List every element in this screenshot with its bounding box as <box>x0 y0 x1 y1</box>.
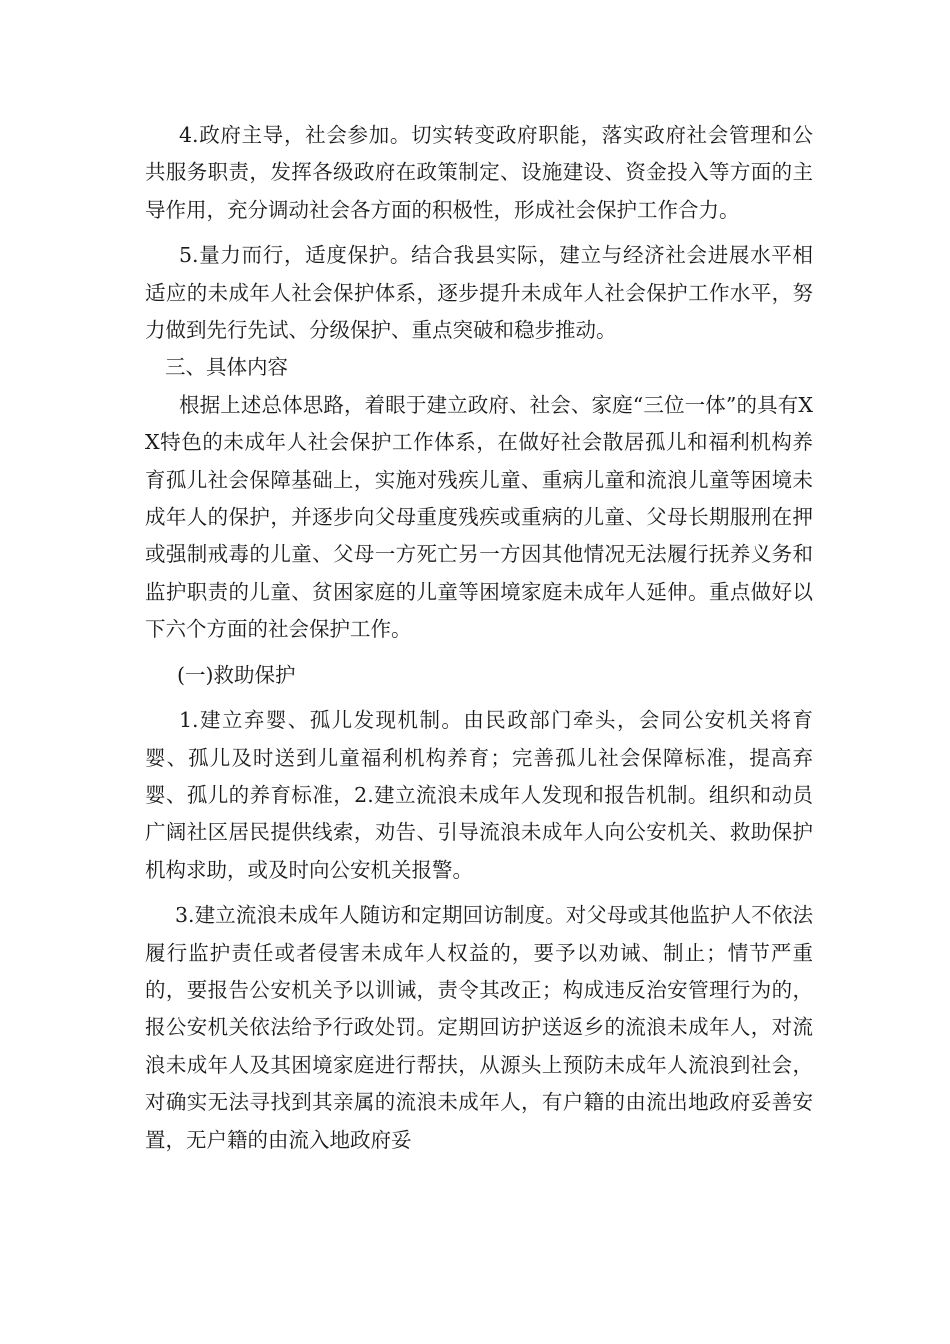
paragraph-principle-5: 5.量力而行，适度保护。结合我县实际，建立与经济社会进展水平相适应的未成年人社会保护体系，逐步提升未成年人社会保护工作水平，努力做到先行先试、分级保护、重点突破和稳步推动。 <box>145 243 813 343</box>
document-body <box>145 117 813 1159</box>
paragraph-gap <box>145 889 813 897</box>
paragraph-section-3-body: 根据上述总体思路，着眼于建立政府、社会、家庭“三位一体”的具有XX特色的未成年人社会保护工作体系，在做好社会散居孤儿和福利机构养育孤儿社会保障基础上，实施对残疾儿童、重病儿童和流浪儿童等困境未成年人的保护，并逐步向父母重度残疾或重病的儿童、父母长期服刑在押或强制戒毒的儿童、父母一方死亡另一方因其他情况无法履行抚养义务和监护职责的儿童、贫困家庭的儿童等困境家庭未成年人延伸。重点做好以下六个方面的社会保护工作。 <box>145 392 813 642</box>
paragraph-gap <box>145 694 813 702</box>
section-heading-specific-content: 三、具体内容 <box>165 355 288 380</box>
paragraph-principle-4: 4.政府主导，社会参加。切实转变政府职能，落实政府社会管理和公共服务职责，发挥各级政府在政策制定、设施建设、资金投入等方面的主导作用，充分调动社会各方面的积极性，形成社会保护工作合力。 <box>145 123 813 222</box>
paragraph-item-3: 3.建立流浪未成年人随访和定期回访制度。对父母或其他监护人不依法履行监护责任或者侵害未成年人权益的，要予以劝诫、制止；情节严重的，要报告公安机关予以训诫，责令其改正；构成违反治安管理行为的，报公安机关依法给予行政处罚。定期回访护送返乡的流浪未成年人，对流浪未成年人及其困境家庭进行帮扶，从源头上预防未成年人流浪到社会，对确实无法寻找到其亲属的流浪未成年人，有户籍的由流出地政府妥善安置，无户籍的由流入地政府妥 <box>145 903 813 1152</box>
subsection-heading-rescue-protection: (一)救助保护 <box>177 662 296 687</box>
paragraph-gap <box>145 229 813 237</box>
paragraph-gap <box>145 649 813 657</box>
paragraph-item-1-2: 1.建立弃婴、孤儿发现机制。由民政部门牵头，会同公安机关将育婴、孤儿及时送到儿童福利机构养育；完善孤儿社会保障标准，提高弃婴、孤儿的养育标准，2.建立流浪未成年人发现和报告机制。组织和动员广阔社区居民提供线索，劝告、引导流浪未成年人向公安机关、救助保护机构求助，或及时向公安机关报警。 <box>145 708 813 882</box>
